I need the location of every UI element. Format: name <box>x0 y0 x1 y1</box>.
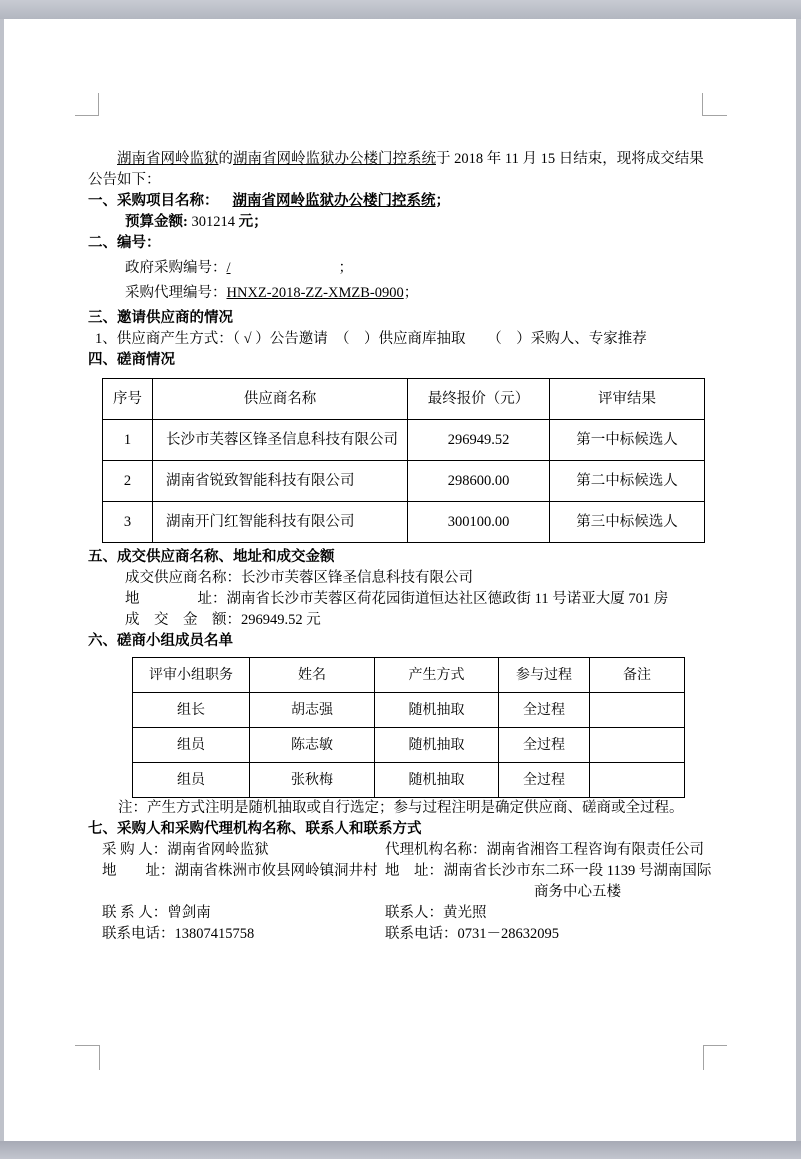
cell-result: 第三中标候选人 <box>550 502 705 543</box>
header-selection-method: 产生方式 <box>375 658 499 693</box>
table-row <box>133 763 685 798</box>
winner-addr-value: 湖南省长沙市芙蓉区荷花园街道恒达社区德政街 11 号诺亚大厦 701 房 <box>226 591 669 607</box>
text-boundary-mark-top-right <box>702 93 727 116</box>
buyer-addr-label: 地 址： <box>102 863 175 879</box>
intro-mid-text: 的 <box>218 151 233 167</box>
buyer-name-line <box>88 840 385 861</box>
text-boundary-mark-bottom-right <box>703 1045 727 1070</box>
header-participation: 参与过程 <box>499 658 590 693</box>
table-header-row <box>103 379 705 420</box>
contact-row-names <box>88 840 712 861</box>
cell-price: 300100.00 <box>408 502 550 543</box>
buyer-phone-label: 联系电话： <box>102 926 175 942</box>
cell-method: 随机抽取 <box>375 693 499 728</box>
header-role: 评审小组职务 <box>133 658 250 693</box>
cell-participation: 全过程 <box>499 763 590 798</box>
cell-supplier: 湖南省锐致智能科技有限公司 <box>153 461 408 502</box>
deal-amount-value: 296949.52 元 <box>241 612 321 628</box>
text-boundary-mark-top-left <box>75 93 99 116</box>
cell-role: 组长 <box>133 693 250 728</box>
cell-method: 随机抽取 <box>375 728 499 763</box>
section2-heading: 二、编号： <box>88 235 161 251</box>
agent-number-value: HNXZ-2018-ZZ-XMZB-0900 <box>226 285 404 301</box>
agency-addr-label: 地 址： <box>385 863 443 879</box>
winner-name-line <box>88 568 712 589</box>
header-final-price: 最终报价（元） <box>408 379 550 420</box>
text-boundary-mark-bottom-left <box>75 1045 100 1070</box>
buyer-addr-line <box>88 861 385 903</box>
winner-addr-line <box>88 589 712 610</box>
cell-participation: 全过程 <box>499 693 590 728</box>
agency-phone-line <box>385 924 712 945</box>
section3-heading: 三、邀请供应商的情况 <box>88 310 233 326</box>
cell-seq: 2 <box>103 461 153 502</box>
header-seq: 序号 <box>103 379 153 420</box>
buyer-phone-line <box>88 924 385 945</box>
section1-heading: 一、采购项目名称： <box>88 193 219 209</box>
header-supplier: 供应商名称 <box>153 379 408 420</box>
project-name-tail: ； <box>435 193 450 209</box>
winner-name-label: 成交供应商名称： <box>125 570 241 586</box>
cell-result: 第二中标候选人 <box>550 461 705 502</box>
budget-tail: 元； <box>238 214 268 230</box>
intro-tail-text: 于 2018 年 11 月 15 日结束，现将成交结果公告如下： <box>88 151 704 188</box>
section1-heading-line <box>88 191 712 212</box>
section5-heading: 五、成交供应商名称、地址和成交金额 <box>88 549 335 565</box>
cell-role: 组员 <box>133 728 250 763</box>
project-name-value: 湖南省网岭监狱办公楼门控系统 <box>232 193 436 209</box>
deal-amount-line <box>88 610 712 631</box>
contact-row-addresses <box>88 861 712 903</box>
buyer-contact-line <box>88 903 385 924</box>
agent-number-tail: ； <box>403 285 419 301</box>
cell-method: 随机抽取 <box>375 763 499 798</box>
table-row <box>133 728 685 763</box>
cell-name: 陈志敏 <box>250 728 375 763</box>
cell-seq: 1 <box>103 420 153 461</box>
viewer-bottom-chrome <box>0 1141 801 1159</box>
cell-price: 298600.00 <box>408 461 550 502</box>
contact-row-persons <box>88 903 712 924</box>
table-row <box>103 502 705 543</box>
header-remark: 备注 <box>590 658 685 693</box>
supplier-method-line: 1、供应商产生方式：（ √ ）公告邀请 （ ）供应商库抽取 （ ）采购人、专家推荐 <box>95 331 647 347</box>
agent-number-line <box>88 283 712 304</box>
buyer-contact-value: 曾剑南 <box>167 905 211 921</box>
agency-addr-line <box>385 861 712 903</box>
cell-price: 296949.52 <box>408 420 550 461</box>
cell-supplier: 长沙市芙蓉区锋圣信息科技有限公司 <box>153 420 408 461</box>
deal-amount-label: 成 交 金 额： <box>125 612 241 628</box>
agency-contact-line <box>385 903 712 924</box>
gov-number-label: 政府采购编号： <box>125 260 227 276</box>
buyer-addr-value: 湖南省株洲市攸县网岭镇洞井村 <box>174 863 378 879</box>
cell-participation: 全过程 <box>499 728 590 763</box>
agent-number-label: 采购代理编号： <box>125 285 227 301</box>
gov-number-line <box>88 258 712 279</box>
intro-buyer-name: 湖南省网岭监狱 <box>117 151 219 167</box>
table-row <box>103 420 705 461</box>
section4-heading: 四、磋商情况 <box>88 352 175 368</box>
cell-seq: 3 <box>103 502 153 543</box>
cell-name: 张秋梅 <box>250 763 375 798</box>
agency-contact-label: 联系人： <box>385 905 443 921</box>
negotiation-result-table <box>102 378 705 543</box>
cell-remark <box>590 763 685 798</box>
viewer-top-chrome <box>0 0 801 19</box>
cell-role: 组员 <box>133 763 250 798</box>
cell-supplier: 湖南开门红智能科技有限公司 <box>153 502 408 543</box>
buyer-label: 采 购 人： <box>102 842 168 858</box>
budget-value: 301214 <box>187 214 239 230</box>
agency-contact-value: 黄光照 <box>443 905 487 921</box>
cell-remark <box>590 728 685 763</box>
section7-heading: 七、采购人和采购代理机构名称、联系人和联系方式 <box>88 821 422 837</box>
document-content <box>88 149 712 945</box>
buyer-contact-label: 联 系 人： <box>102 905 168 921</box>
cell-name: 胡志强 <box>250 693 375 728</box>
header-name: 姓名 <box>250 658 375 693</box>
cell-result: 第一中标候选人 <box>550 420 705 461</box>
agency-phone-label: 联系电话： <box>385 926 458 942</box>
budget-label: 预算金额: <box>125 214 188 230</box>
intro-paragraph <box>88 149 712 191</box>
document-page <box>4 19 796 1141</box>
table-row <box>133 693 685 728</box>
gov-number-value: / <box>226 260 231 276</box>
winner-addr-label: 地 址： <box>125 591 227 607</box>
intro-project-name: 湖南省网岭监狱办公楼门控系统 <box>233 151 436 167</box>
agency-label: 代理机构名称： <box>385 842 487 858</box>
cell-remark <box>590 693 685 728</box>
agency-name-line <box>385 840 712 861</box>
section6-heading: 六、磋商小组成员名单 <box>88 633 233 649</box>
buyer-value: 湖南省网岭监狱 <box>167 842 269 858</box>
gov-number-tail: ； <box>338 260 353 276</box>
header-review-result: 评审结果 <box>550 379 705 420</box>
contact-row-phones <box>88 924 712 945</box>
negotiation-panel-table <box>132 657 685 798</box>
budget-line <box>88 212 712 233</box>
table-header-row <box>133 658 685 693</box>
agency-addr-value: 湖南省长沙市东二环一段 1139 号湖南国际商务中心五楼 <box>443 863 712 900</box>
table-row <box>103 461 705 502</box>
agency-value: 湖南省湘咨工程咨询有限责任公司 <box>486 842 704 858</box>
winner-name-value: 长沙市芙蓉区锋圣信息科技有限公司 <box>241 570 473 586</box>
agency-phone-value: 0731－28632095 <box>457 926 559 942</box>
table-note: 注：产生方式注明是随机抽取或自行选定；参与过程注明是确定供应商、磋商或全过程。 <box>118 800 684 816</box>
buyer-phone-value: 13807415758 <box>174 926 255 942</box>
